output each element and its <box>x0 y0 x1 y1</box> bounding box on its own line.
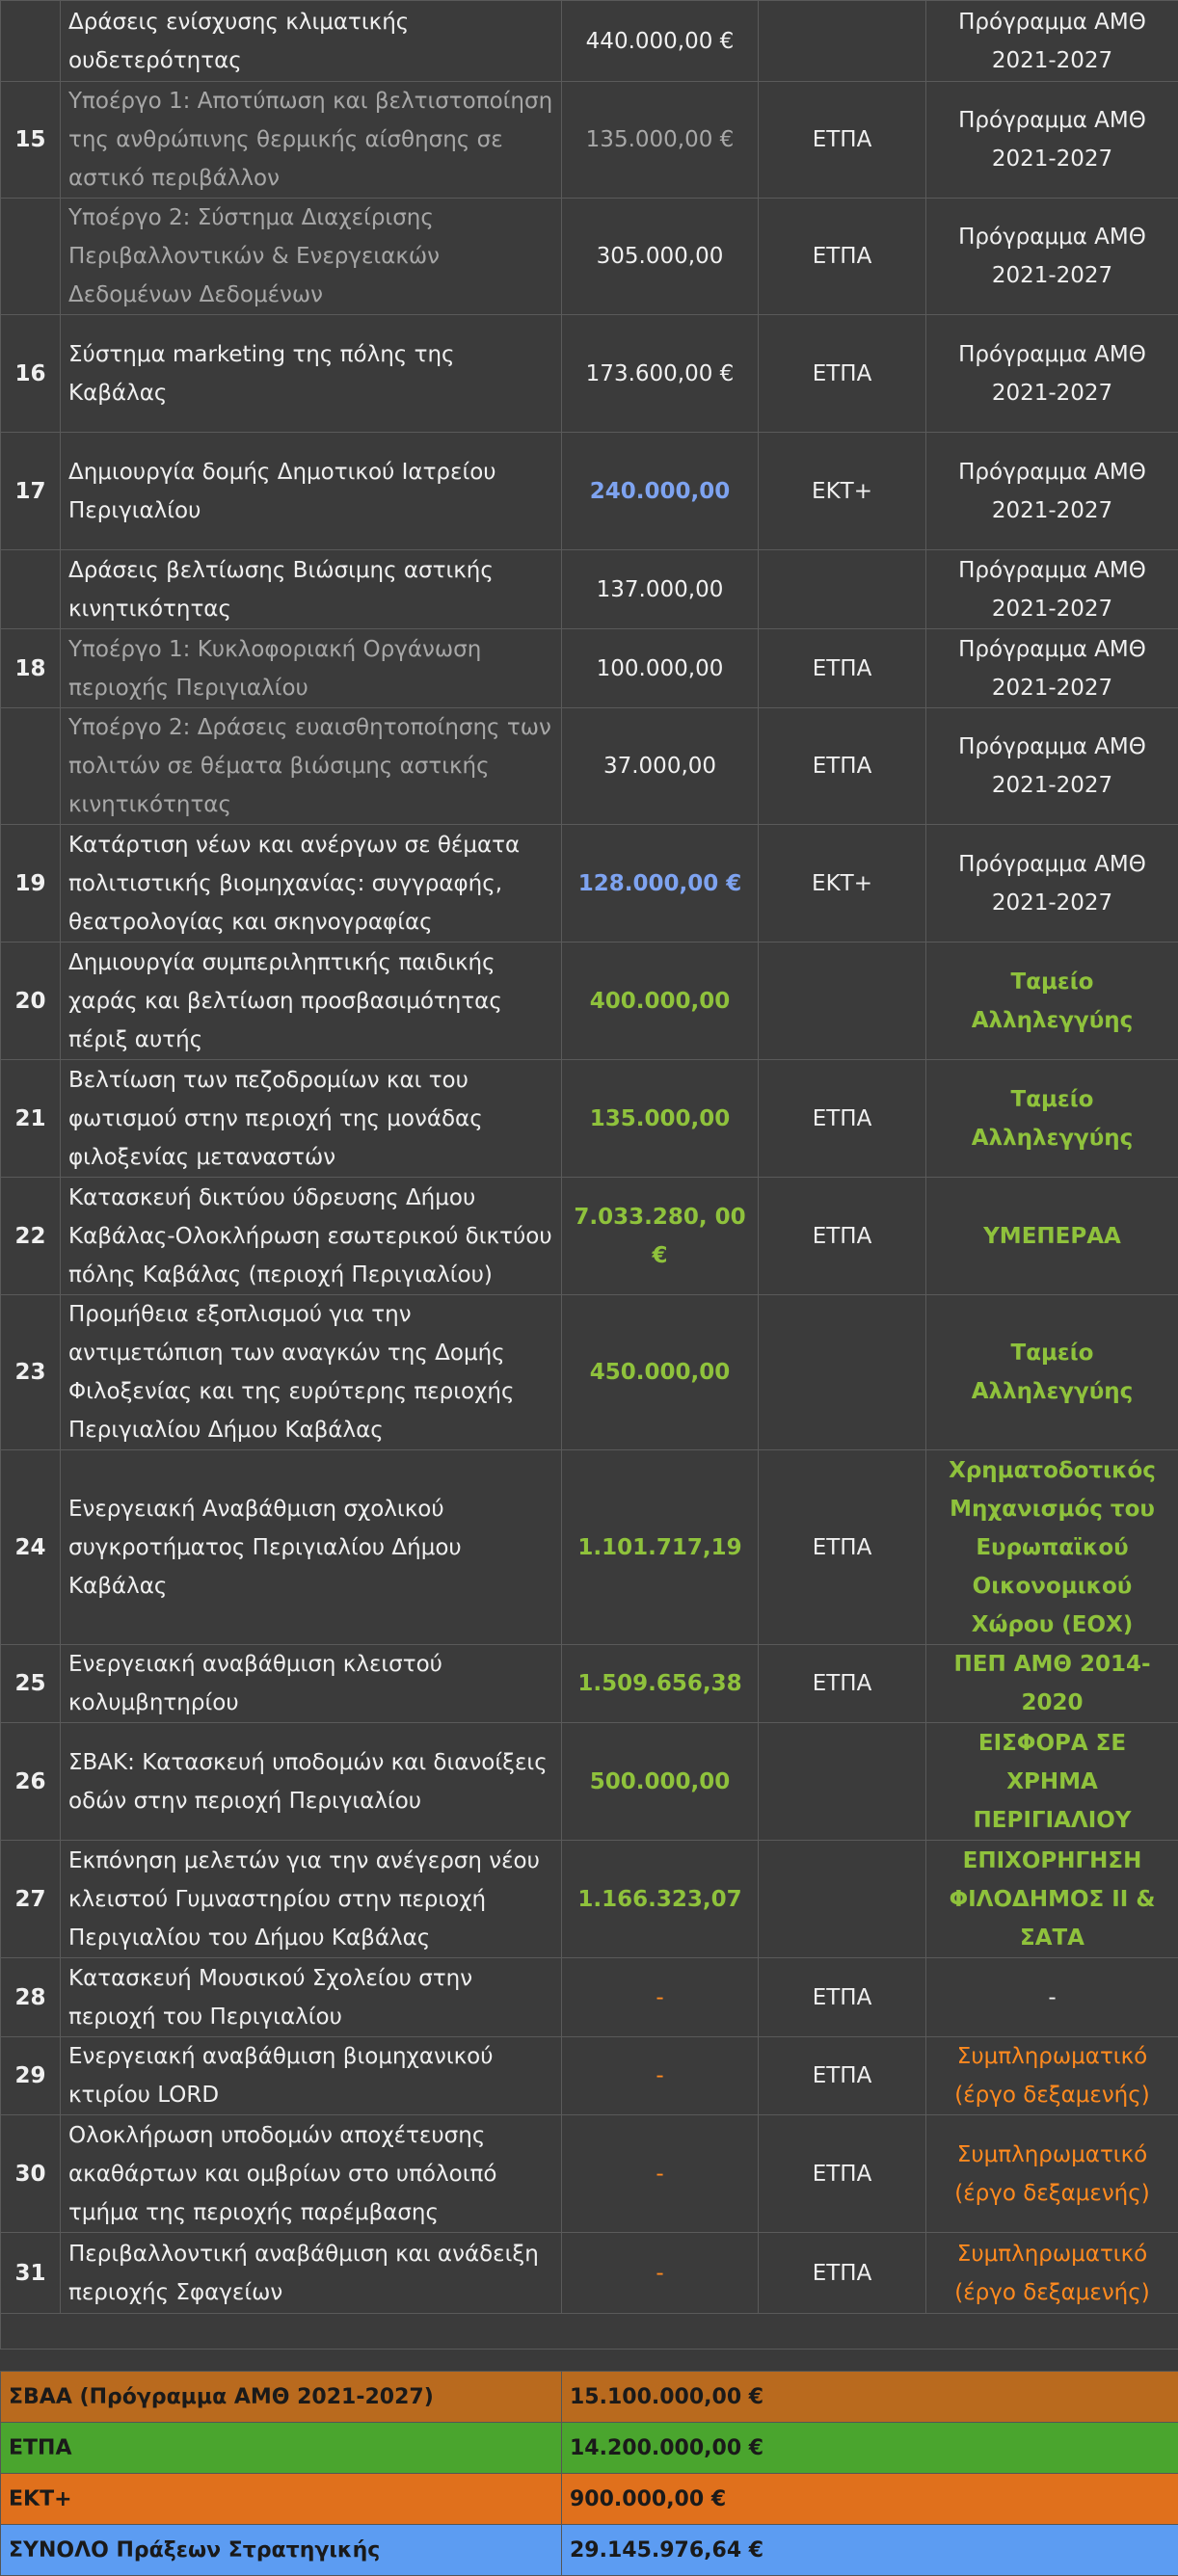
row-amount: 135.000,00 € <box>562 82 759 199</box>
row-source: Πρόγραμμα ΑΜΘ 2021-2027 <box>926 433 1178 550</box>
row-source: Συμπληρωματικό (έργο δεξαμενής) <box>926 2037 1178 2115</box>
table-row <box>1 82 1178 199</box>
table-spacer <box>1 2314 1178 2350</box>
row-source: Ταμείο Αλληλεγγύης <box>926 943 1178 1060</box>
row-number: 19 <box>1 825 61 943</box>
summary-value: 15.100.000,00 € <box>562 2372 1178 2423</box>
row-source: Πρόγραμμα ΑΜΘ 2021-2027 <box>926 708 1178 825</box>
row-amount: - <box>562 2233 759 2314</box>
row-source: ΕΙΣΦΟΡΑ ΣΕ ΧΡΗΜΑ ΠΕΡΙΓΙΑΛΙΟΥ <box>926 1723 1178 1841</box>
row-amount: 100.000,00 <box>562 629 759 708</box>
summary-label: ΣΒΑΑ (Πρόγραμμα ΑΜΘ 2021-2027) <box>1 2372 562 2423</box>
row-source: Πρόγραμμα ΑΜΘ 2021-2027 <box>926 550 1178 629</box>
summary-table <box>0 2371 1178 2576</box>
summary-value: 14.200.000,00 € <box>562 2423 1178 2474</box>
spacer-cell <box>1 2314 1178 2350</box>
row-description: Κατασκευή Μουσικού Σχολείου στην περιοχή του Περιγιαλίου <box>61 1958 562 2037</box>
summary-label: ΣΥΝΟΛΟ Πράξεων Στρατηγικής <box>1 2525 562 2576</box>
table-row <box>1 433 1178 550</box>
row-number: 22 <box>1 1178 61 1295</box>
row-source: ΠΕΠ ΑΜΘ 2014-2020 <box>926 1645 1178 1723</box>
row-source: Χρηματοδοτικός Μηχανισμός του Ευρωπαϊκού Οικονομικού Χώρου (ΕΟΧ) <box>926 1450 1178 1645</box>
row-fund: ΕΤΠΑ <box>759 2037 926 2115</box>
row-amount: - <box>562 2115 759 2233</box>
row-amount: 1.166.323,07 <box>562 1841 759 1958</box>
row-fund: ΕΤΠΑ <box>759 82 926 199</box>
row-fund: ΕΤΠΑ <box>759 315 926 433</box>
row-amount: 128.000,00 € <box>562 825 759 943</box>
row-number: 17 <box>1 433 61 550</box>
row-source: Συμπληρωματικό (έργο δεξαμενής) <box>926 2233 1178 2314</box>
table-row <box>1 1841 1178 1958</box>
row-fund: ΕΤΠΑ <box>759 629 926 708</box>
row-description: Υποέργο 1: Αποτύπωση και βελτιστοποίηση της ανθρώπινης θερμικής αίσθησης σε αστικό περιβάλλον <box>61 82 562 199</box>
row-description: Βελτίωση των πεζοδρομίων και του φωτισμού στην περιοχή της μονάδας φιλοξενίας μεταναστών <box>61 1060 562 1178</box>
row-fund: ΕΤΠΑ <box>759 2115 926 2233</box>
row-amount: 450.000,00 <box>562 1295 759 1450</box>
row-description: Υποέργο 1: Κυκλοφοριακή Οργάνωση περιοχής Περιγιαλίου <box>61 629 562 708</box>
row-amount: - <box>562 2037 759 2115</box>
row-amount: - <box>562 1958 759 2037</box>
row-number: 27 <box>1 1841 61 1958</box>
row-description: Ενεργειακή αναβάθμιση κλειστού κολυμβητηρίου <box>61 1645 562 1723</box>
row-amount: 7.033.280, 00 € <box>562 1178 759 1295</box>
row-source: Ταμείο Αλληλεγγύης <box>926 1295 1178 1450</box>
table-row <box>1 1645 1178 1723</box>
table-row <box>1 2233 1178 2314</box>
row-amount: 37.000,00 <box>562 708 759 825</box>
summary-row-total <box>1 2525 1178 2576</box>
row-source: ΕΠΙΧΟΡΗΓΗΣΗ ΦΙΛΟΔΗΜΟΣ ΙΙ & ΣΑΤΑ <box>926 1841 1178 1958</box>
row-amount: 440.000,00 € <box>562 1 759 82</box>
row-description: Περιβαλλοντική αναβάθμιση και ανάδειξη περιοχής Σφαγείων <box>61 2233 562 2314</box>
row-source: Πρόγραμμα ΑΜΘ 2021-2027 <box>926 82 1178 199</box>
row-amount: 137.000,00 <box>562 550 759 629</box>
row-number <box>1 1 61 82</box>
row-number: 21 <box>1 1060 61 1178</box>
row-fund: ΕΤΠΑ <box>759 708 926 825</box>
table-row <box>1 825 1178 943</box>
row-description: Προμήθεια εξοπλισμού για την αντιμετώπιση των αναγκών της Δομής Φιλοξενίας και της ευρύτερης περιοχής Περιγιαλίου Δήμου Καβάλας <box>61 1295 562 1450</box>
table-row <box>1 629 1178 708</box>
row-source: Ταμείο Αλληλεγγύης <box>926 1060 1178 1178</box>
summary-label: ΕΤΠΑ <box>1 2423 562 2474</box>
row-source: Πρόγραμμα ΑΜΘ 2021-2027 <box>926 315 1178 433</box>
row-number: 29 <box>1 2037 61 2115</box>
row-description: Δράσεις ενίσχυσης κλιματικής ουδετερότητας <box>61 1 562 82</box>
row-description: Κατάρτιση νέων και ανέργων σε θέματα πολιτιστικής βιομηχανίας: συγγραφής, θεατρολογίας και σκηνογραφίας <box>61 825 562 943</box>
row-number <box>1 550 61 629</box>
row-fund <box>759 1841 926 1958</box>
projects-table-body <box>1 1 1178 2350</box>
table-row <box>1 315 1178 433</box>
row-description: Ολοκλήρωση υποδομών αποχέτευσης ακαθάρτων και ομβρίων στο υπόλοιπό τμήμα της περιοχής παρέμβασης <box>61 2115 562 2233</box>
table-row <box>1 1723 1178 1841</box>
row-fund: ΕΚΤ+ <box>759 825 926 943</box>
row-fund: ΕΤΠΑ <box>759 199 926 315</box>
row-description: Ενεργειακή Αναβάθμιση σχολικού συγκροτήματος Περιγιαλίου Δήμου Καβάλας <box>61 1450 562 1645</box>
row-source: Πρόγραμμα ΑΜΘ 2021-2027 <box>926 825 1178 943</box>
table-row <box>1 1178 1178 1295</box>
row-description: Υποέργο 2: Δράσεις ευαισθητοποίησης των πολιτών σε θέματα βιώσιμης αστικής κινητικότητας <box>61 708 562 825</box>
row-fund <box>759 1723 926 1841</box>
summary-row-ekt <box>1 2474 1178 2525</box>
table-row <box>1 1060 1178 1178</box>
row-number: 30 <box>1 2115 61 2233</box>
row-description: Σύστημα marketing της πόλης της Καβάλας <box>61 315 562 433</box>
table-row <box>1 1958 1178 2037</box>
row-number: 31 <box>1 2233 61 2314</box>
row-amount: 500.000,00 <box>562 1723 759 1841</box>
row-number: 20 <box>1 943 61 1060</box>
row-description: Δημιουργία συμπεριληπτικής παιδικής χαράς και βελτίωση προσβασιμότητας πέριξ αυτής <box>61 943 562 1060</box>
row-source: ΥΜΕΠΕΡΑΑ <box>926 1178 1178 1295</box>
row-number: 24 <box>1 1450 61 1645</box>
row-description: Εκπόνηση μελετών για την ανέγερση νέου κλειστού Γυμναστηρίου στην περιοχή Περιγιαλίου του Δήμου Καβάλας <box>61 1841 562 1958</box>
row-source: - <box>926 1958 1178 2037</box>
summary-value: 29.145.976,64 € <box>562 2525 1178 2576</box>
row-fund: ΕΚΤ+ <box>759 433 926 550</box>
table-row <box>1 1 1178 82</box>
row-number: 25 <box>1 1645 61 1723</box>
row-amount: 173.600,00 € <box>562 315 759 433</box>
row-fund <box>759 943 926 1060</box>
row-number: 26 <box>1 1723 61 1841</box>
row-description: ΣΒΑΚ: Κατασκευή υποδομών και διανοίξεις οδών στην περιοχή Περιγιαλίου <box>61 1723 562 1841</box>
row-number: 16 <box>1 315 61 433</box>
row-amount: 1.509.656,38 <box>562 1645 759 1723</box>
row-amount: 135.000,00 <box>562 1060 759 1178</box>
table-row <box>1 2115 1178 2233</box>
table-row <box>1 1295 1178 1450</box>
row-amount: 400.000,00 <box>562 943 759 1060</box>
row-number: 28 <box>1 1958 61 2037</box>
row-source: Συμπληρωματικό (έργο δεξαμενής) <box>926 2115 1178 2233</box>
row-source: Πρόγραμμα ΑΜΘ 2021-2027 <box>926 1 1178 82</box>
table-row <box>1 199 1178 315</box>
table-row <box>1 2037 1178 2115</box>
row-source: Πρόγραμμα ΑΜΘ 2021-2027 <box>926 629 1178 708</box>
summary-row-svaa <box>1 2372 1178 2423</box>
row-number: 15 <box>1 82 61 199</box>
row-description: Δράσεις βελτίωσης Βιώσιμης αστικής κινητικότητας <box>61 550 562 629</box>
row-fund: ΕΤΠΑ <box>759 1450 926 1645</box>
row-number: 18 <box>1 629 61 708</box>
summary-row-etpa <box>1 2423 1178 2474</box>
row-amount: 1.101.717,19 <box>562 1450 759 1645</box>
table-row <box>1 1450 1178 1645</box>
row-number <box>1 708 61 825</box>
row-fund: ΕΤΠΑ <box>759 2233 926 2314</box>
row-fund <box>759 1295 926 1450</box>
row-fund <box>759 1 926 82</box>
row-amount: 305.000,00 <box>562 199 759 315</box>
table-row <box>1 943 1178 1060</box>
row-fund: ΕΤΠΑ <box>759 1958 926 2037</box>
row-number: 23 <box>1 1295 61 1450</box>
summary-label: ΕΚΤ+ <box>1 2474 562 2525</box>
summary-value: 900.000,00 € <box>562 2474 1178 2525</box>
row-amount: 240.000,00 <box>562 433 759 550</box>
row-number <box>1 199 61 315</box>
row-source: Πρόγραμμα ΑΜΘ 2021-2027 <box>926 199 1178 315</box>
row-fund <box>759 550 926 629</box>
row-description: Κατασκευή δικτύου ύδρευσης Δήμου Καβάλας-Ολοκλήρωση εσωτερικού δικτύου πόλης Καβάλας (περιοχή Περιγιαλίου) <box>61 1178 562 1295</box>
row-fund: ΕΤΠΑ <box>759 1060 926 1178</box>
table-row <box>1 708 1178 825</box>
row-fund: ΕΤΠΑ <box>759 1645 926 1723</box>
table-row <box>1 550 1178 629</box>
row-description: Ενεργειακή αναβάθμιση βιομηχανικού κτιρίου LORD <box>61 2037 562 2115</box>
row-fund: ΕΤΠΑ <box>759 1178 926 1295</box>
row-description: Δημιουργία δομής Δημοτικού Ιατρείου Περιγιαλίου <box>61 433 562 550</box>
row-description: Υποέργο 2: Σύστημα Διαχείρισης Περιβαλλοντικών & Ενεργειακών Δεδομένων Δεδομένων <box>61 199 562 315</box>
